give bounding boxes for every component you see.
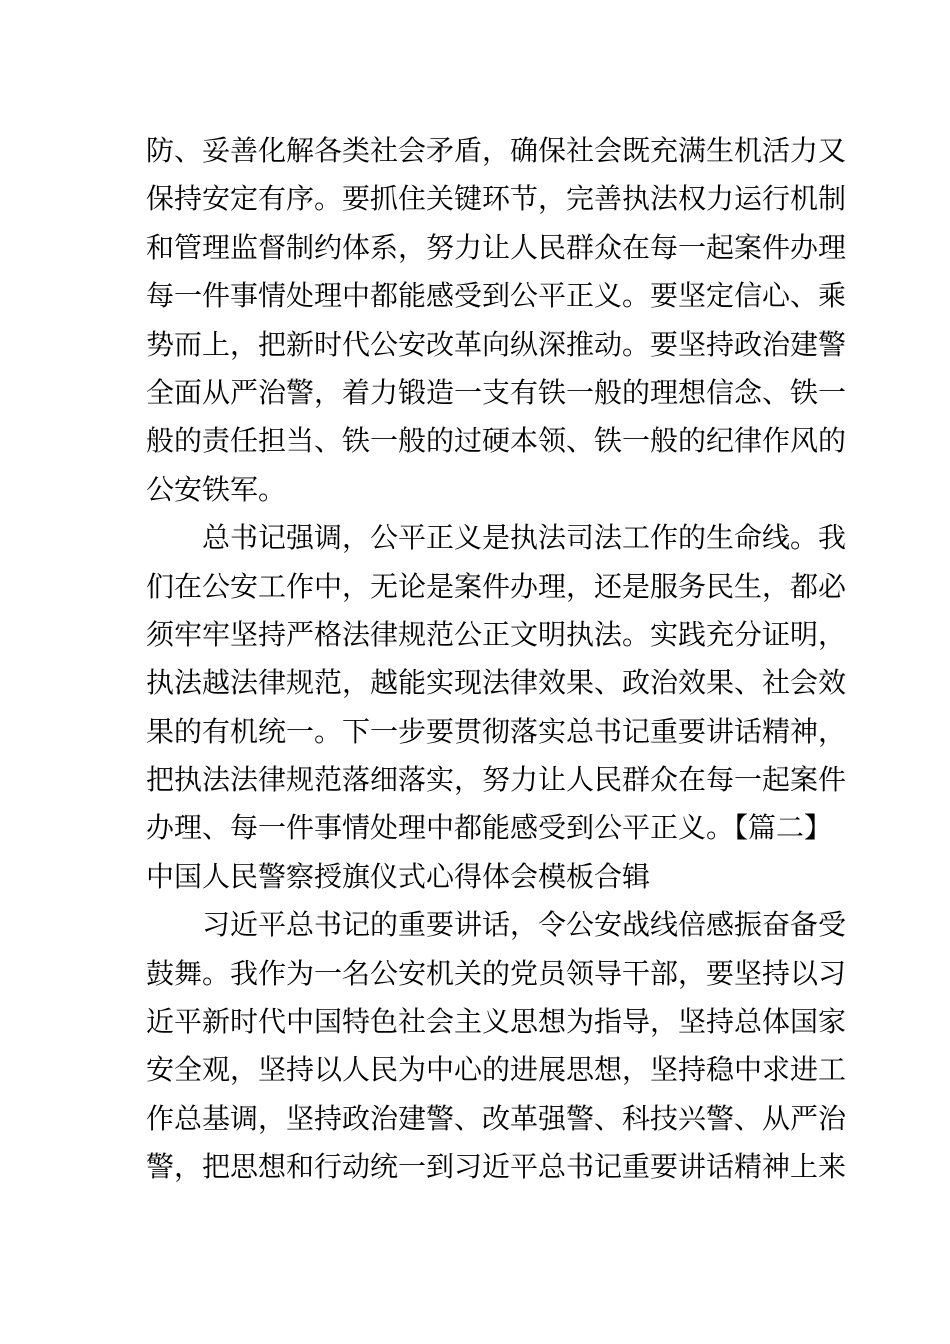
paragraph-1 (146, 127, 847, 514)
text-line: 总书记强调，公平正义是执法司法工作的生命线。我 (202, 521, 847, 555)
section-heading: 中国人民警察授旗仪式心得体会模板合辑 (146, 859, 651, 893)
text-line: 公安铁军。 (146, 472, 287, 506)
text-line: 把执法法律规范落细落实，努力让人民群众在每一起案件 (146, 763, 847, 797)
text-line: 作总基调，坚持政治建警、改革强警、科技兴警、从严治 (146, 1101, 847, 1135)
text-line: 和管理监督制约体系，努力让人民群众在每一起案件办理 (146, 230, 847, 264)
text-line: 防、妥善化解各类社会矛盾，确保社会既充满生机活力又 (146, 134, 847, 167)
text-line: 保持安定有序。要抓住关键环节，完善执法权力运行机制 (146, 182, 847, 216)
text-line: 须牢牢坚持严格法律规范公正文明执法。实践充分证明， (146, 617, 847, 651)
document-body (146, 127, 847, 1192)
paragraph-3 (146, 901, 847, 1191)
text-line: 习近平总书记的重要讲话，令公安战线倍感振奋备受 (202, 908, 847, 942)
text-line: 势而上，把新时代公安改革向纵深推动。要坚持政治建警 (146, 327, 847, 361)
text-line: 安全观，坚持以人民为中心的进展思想，坚持稳中求进工 (146, 1053, 847, 1087)
text-line: 执法越法律规范，越能实现法律效果、政治效果、社会效 (146, 666, 847, 700)
text-line: 们在公安工作中，无论是案件办理，还是服务民生，都必 (146, 569, 847, 603)
text-line: 般的责任担当、铁一般的过硬本领、铁一般的纪律作风的 (146, 424, 847, 458)
text-line: 鼓舞。我作为一名公安机关的党员领导干部，要坚持以习 (146, 956, 847, 990)
text-line: 果的有机统一。下一步要贯彻落实总书记重要讲话精神， (146, 714, 847, 748)
paragraph-2 (146, 514, 847, 901)
text-line: 全面从严治警，着力锻造一支有铁一般的理想信念、铁一 (146, 375, 847, 409)
text-line: 警，把思想和行动统一到习近平总书记重要讲话精神上来 (146, 1150, 847, 1184)
text-line: 近平新时代中国特色社会主义思想为指导，坚持总体国家 (146, 1005, 847, 1039)
text-line: 每一件事情处理中都能感受到公平正义。要坚定信心、乘 (146, 279, 847, 313)
text-line: 办理、每一件事情处理中都能感受到公平正义。【篇二】 (146, 811, 833, 845)
